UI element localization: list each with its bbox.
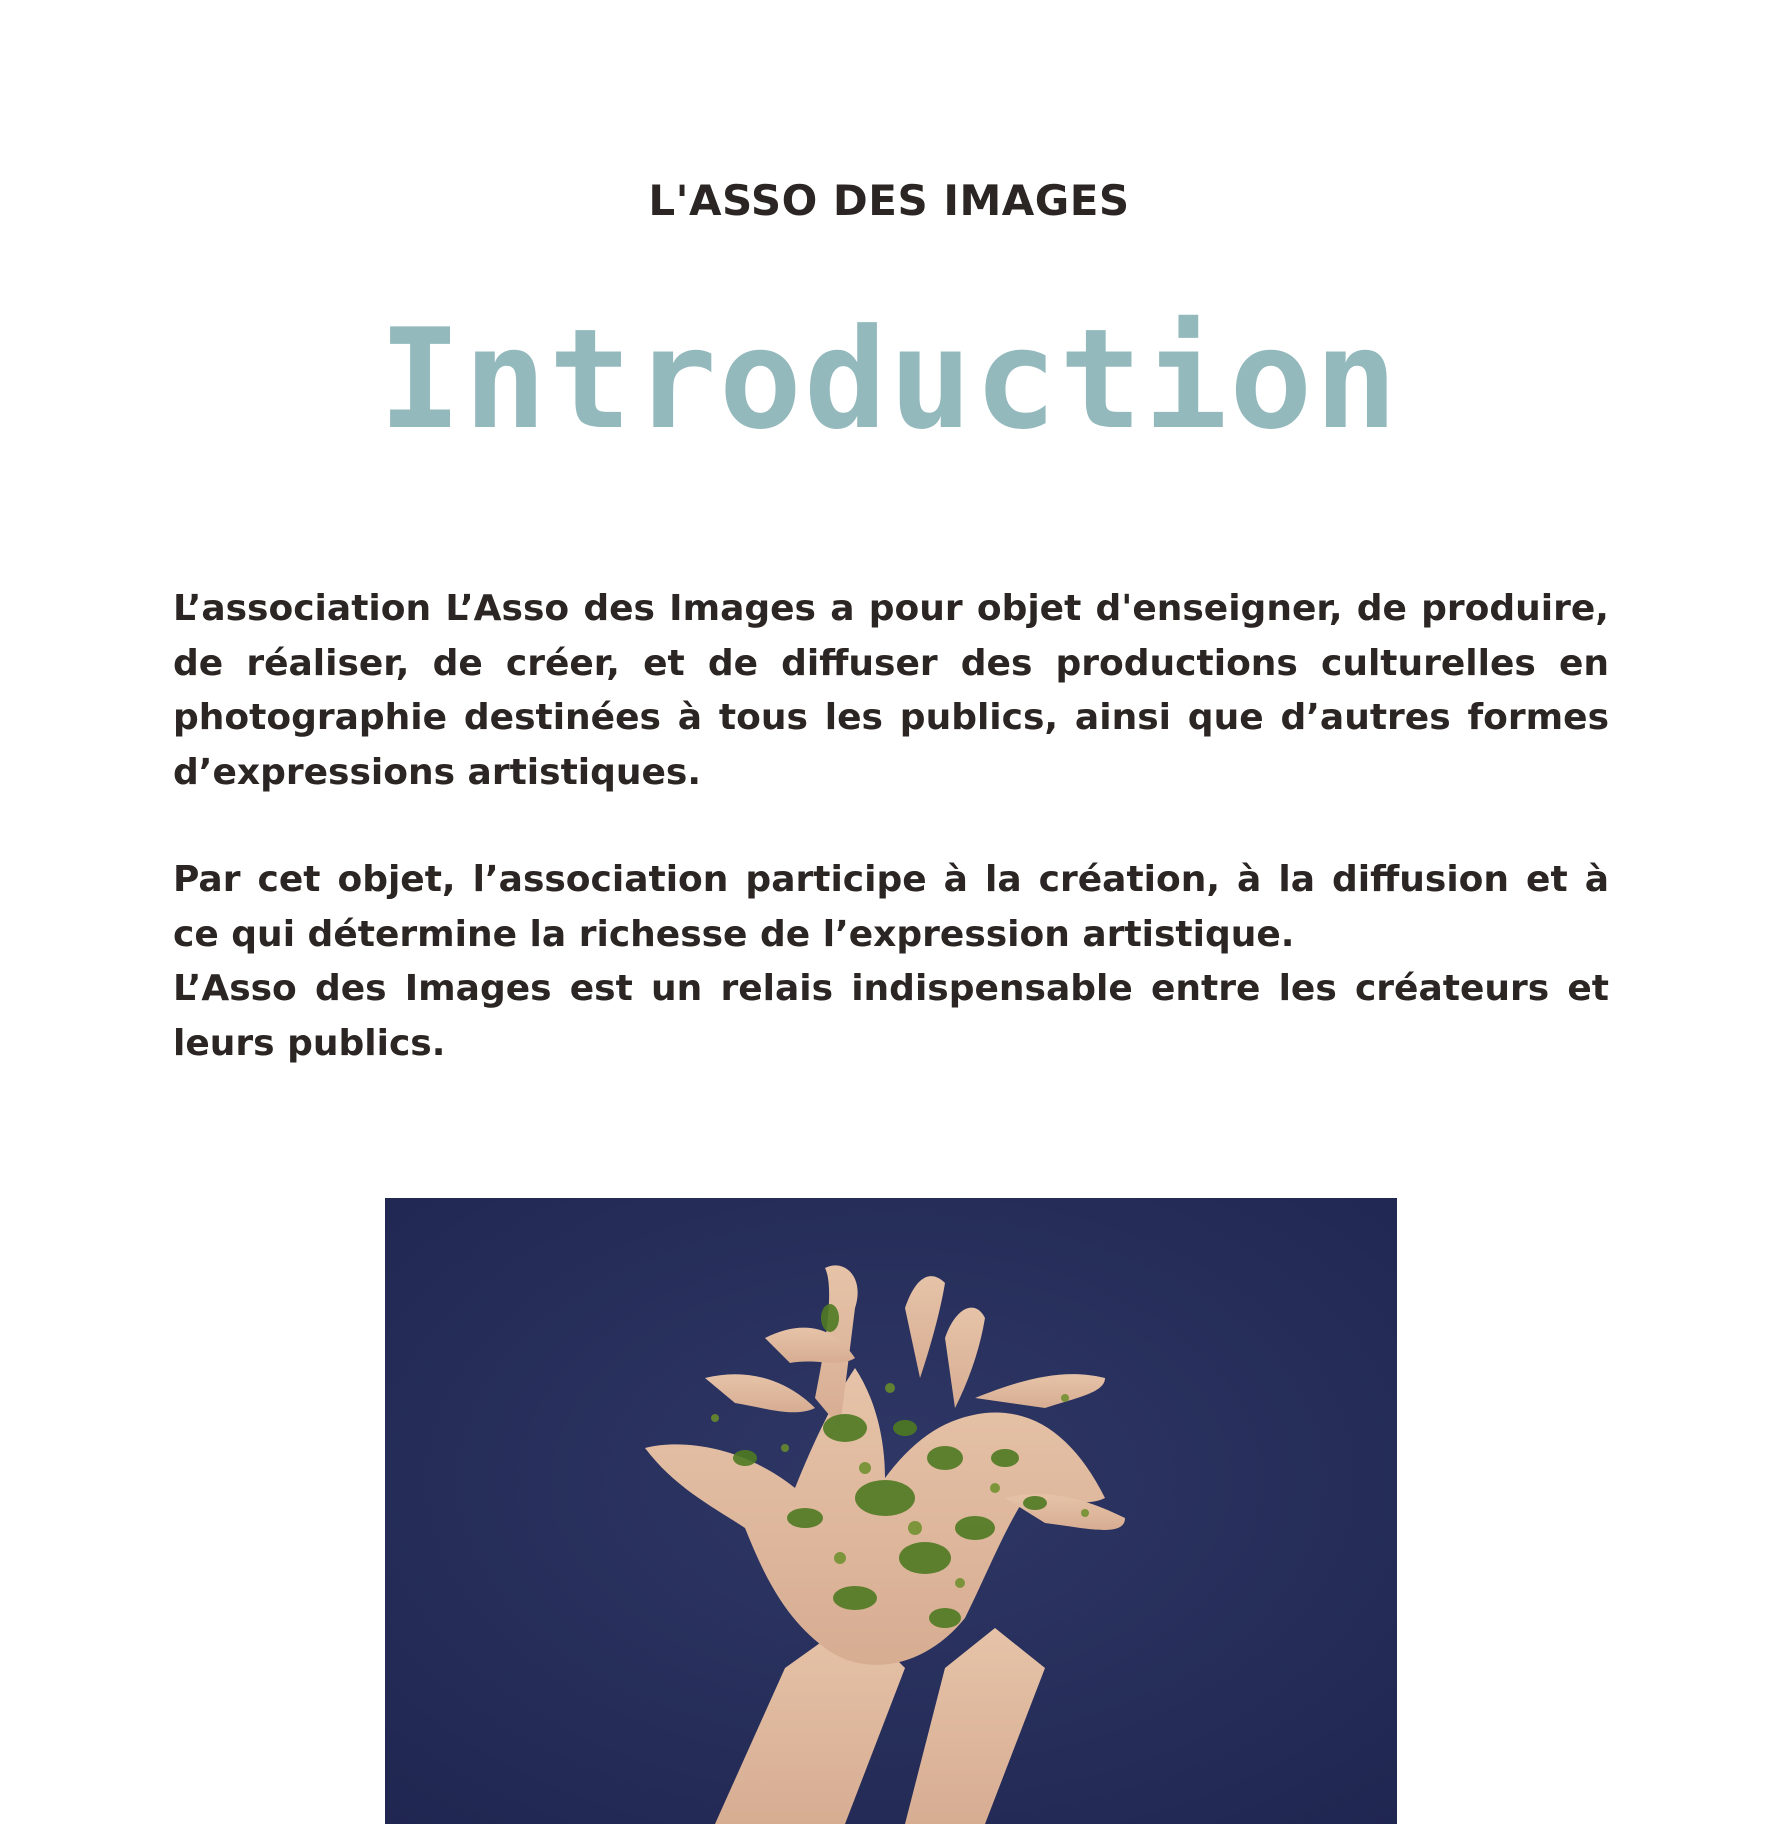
page-title: Introduction bbox=[378, 299, 1400, 460]
moss-hands-photo bbox=[385, 1198, 1397, 1824]
intro-paragraph-2: Par cet objet, l’association participe à la création, à la diffusion et à ce qui détermine la richesse de l’expression artistique. bbox=[173, 859, 1609, 955]
intro-paragraph-1: L’association L’Asso des Images a pour objet d'enseigner, de produire, de réaliser, de créer, et de diffuser des productions culturelles en photographie destinées à tous les publics, ainsi que d’autres formes d’expressions artistiques. bbox=[173, 588, 1609, 793]
intro-paragraph-3: L’Asso des Images est un relais indispensable entre les créateurs et leurs publics. bbox=[173, 968, 1609, 1064]
organization-name: L'ASSO DES IMAGES bbox=[648, 176, 1130, 225]
